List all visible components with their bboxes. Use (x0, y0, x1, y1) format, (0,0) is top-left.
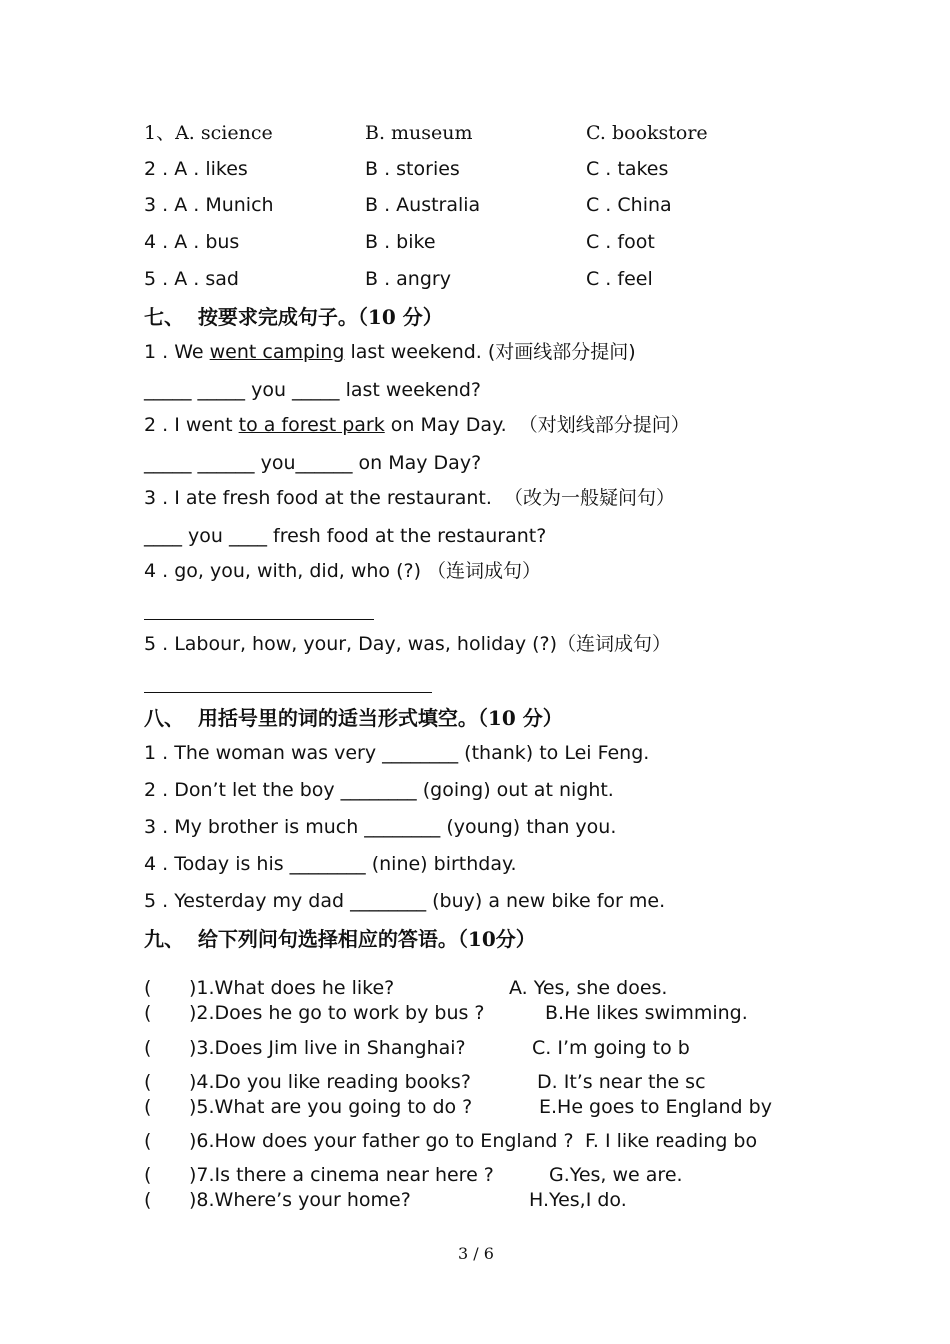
s9-question-4: )4.Do you like reading books? (189, 1071, 471, 1093)
s8-item-1[interactable]: 1 . The woman was very ________ (thank) to Lei Feng. (144, 742, 650, 764)
s7-q5: 5 . Labour, how, your, Day, was, holiday (?)（连词成句） (144, 633, 672, 655)
s9-paren-1[interactable]: ( (144, 977, 152, 999)
s9-question-3: )3.Does Jim live in Shanghai? (189, 1037, 466, 1059)
section8-heading: 八、 用括号里的词的适当形式填空。（10 分） (144, 706, 563, 730)
s7-q2 (144, 416, 690, 435)
s9-paren-6[interactable]: ( (144, 1130, 152, 1152)
s9-answer-G: G.Yes, we are. (549, 1164, 683, 1186)
s7-q2-post: on May Day. （对划线部分提问） (384, 414, 690, 436)
option-5a: 5 . A . sad (144, 268, 239, 290)
option-3b: B . Australia (365, 194, 481, 216)
s9-answer-B: B.He likes swimming. (545, 1002, 748, 1024)
s9-answer-A: A. Yes, she does. (509, 977, 668, 999)
s9-paren-8[interactable]: ( (144, 1189, 152, 1211)
s8-item-4[interactable]: 4 . Today is his ________ (nine) birthday. (144, 853, 517, 875)
s7-q1-post: last weekend. (对画线部分提问) (344, 341, 636, 363)
s9-answer-H: H.Yes,I do. (529, 1189, 627, 1211)
s7-q1 (144, 343, 636, 362)
s8-item-3[interactable]: 3 . My brother is much ________ (young) than you. (144, 816, 617, 838)
s9-question-2: )2.Does he go to work by bus ? (189, 1002, 485, 1024)
s8-item-2[interactable]: 2 . Don’t let the boy ________ (going) out at night. (144, 779, 614, 801)
section9-heading: 九、 给下列问句选择相应的答语。（10分） (144, 927, 536, 951)
option-4c: C . foot (586, 231, 655, 253)
s9-answer-E: E.He goes to England by (539, 1096, 772, 1118)
s7-q1-underlined: went camping (209, 341, 345, 363)
option-1a: 1、A. science (144, 122, 273, 144)
s9-answer-F: F. I like reading bo (585, 1130, 758, 1152)
option-2b: B . stories (365, 158, 460, 180)
s7-q4-answer-line[interactable] (144, 619, 374, 620)
s7-q5-answer-line[interactable] (144, 692, 432, 693)
option-2c: C . takes (586, 158, 669, 180)
s7-q3: 3 . I ate fresh food at the restaurant. （改为一般疑问句） (144, 487, 675, 509)
s9-paren-4[interactable]: ( (144, 1071, 152, 1093)
page-number: 3 / 6 (458, 1244, 494, 1263)
s9-paren-5[interactable]: ( (144, 1096, 152, 1118)
s9-question-5: )5.What are you going to do ? (189, 1096, 473, 1118)
s9-answer-D: D. It’s near the sc (537, 1071, 706, 1093)
s7-q2-underlined: to a forest park (238, 414, 385, 436)
s7-q1-answer[interactable]: _____ _____ you _____ last weekend? (144, 379, 481, 401)
option-5b: B . angry (365, 268, 451, 290)
s9-question-7: )7.Is there a cinema near here ? (189, 1164, 494, 1186)
s9-paren-7[interactable]: ( (144, 1164, 152, 1186)
s9-paren-2[interactable]: ( (144, 1002, 152, 1024)
s7-q2-pre: 2 . I went (144, 414, 239, 436)
option-5c: C . feel (586, 268, 653, 290)
s9-question-1: )1.What does he like? (189, 977, 395, 999)
option-2a: 2 . A . likes (144, 158, 248, 180)
option-4a: 4 . A . bus (144, 231, 240, 253)
option-1c: C. bookstore (586, 122, 708, 144)
s7-q2-answer[interactable]: _____ ______ you______ on May Day? (144, 452, 482, 474)
s7-q3-answer[interactable]: ____ you ____ fresh food at the restaurant? (144, 525, 547, 547)
s8-item-5[interactable]: 5 . Yesterday my dad ________ (buy) a new bike for me. (144, 890, 666, 912)
option-3c: C . China (586, 194, 672, 216)
option-4b: B . bike (365, 231, 436, 253)
s9-paren-3[interactable]: ( (144, 1037, 152, 1059)
option-3a: 3 . A . Munich (144, 194, 274, 216)
section7-heading: 七、 按要求完成句子。（10 分） (144, 305, 443, 329)
s9-question-6: )6.How does your father go to England ? (189, 1130, 574, 1152)
option-1b: B. museum (365, 122, 473, 144)
s9-question-8: )8.Where’s your home? (189, 1189, 411, 1211)
s9-answer-C: C. I’m going to b (532, 1037, 690, 1059)
s7-q1-pre: 1 . We (144, 341, 210, 363)
s7-q4: 4 . go, you, with, did, who (?) （连词成句） (144, 560, 542, 582)
